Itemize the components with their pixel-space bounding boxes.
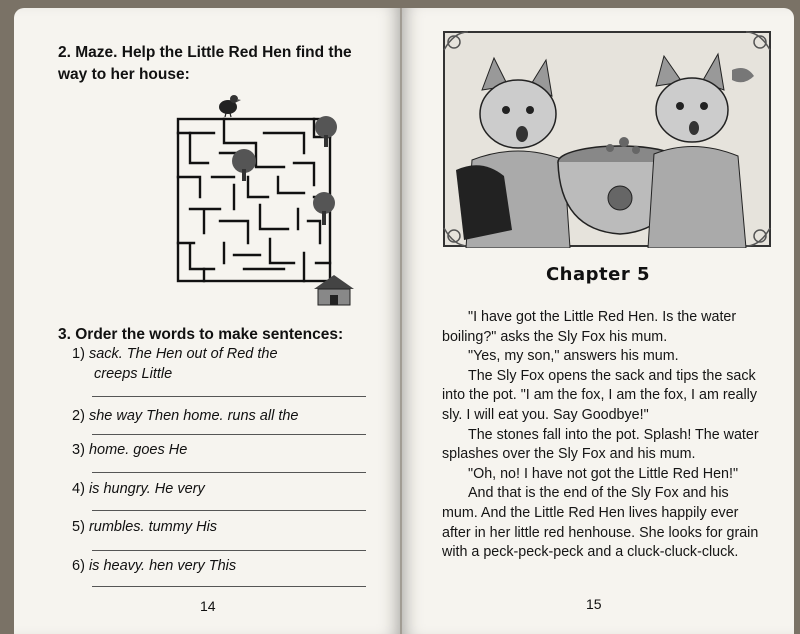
story-paragraph: "I have got the Little Red Hen. Is the water boiling?" asks the Sly Fox his mum. — [442, 309, 737, 345]
left-page — [14, 8, 400, 634]
story-paragraph: And that is the end of the Sly Fox and his mum. And the Little Red Hen lives happily ever after in her little red henhouse. She looks for grain with a peck-peck-peck and a cluck-cluck-cluck. — [442, 485, 759, 561]
maze-exercise-title-line1: 2. Maze. Help the Little Red Hen find the — [58, 44, 352, 61]
answer-line — [92, 434, 366, 435]
sentence-1: 1) sack. The Hen out of Red the creeps Little — [72, 346, 278, 382]
page-number-right: 15 — [586, 596, 602, 612]
order-exercise-title: 3. Order the words to make sentences: — [58, 326, 344, 343]
sentence-5: 5) rumbles. tummy His — [72, 519, 218, 535]
answer-line — [92, 550, 366, 551]
answer-line — [92, 510, 366, 511]
story-text — [442, 308, 760, 563]
right-page — [402, 8, 794, 634]
hen-icon — [219, 95, 241, 117]
tree-icon — [232, 149, 256, 181]
story-paragraph: The Sly Fox opens the sack and tips the sack into the pot. "I am the fox, I am the fox, I am really sly. I will eat you. Say Goodbye!" — [442, 367, 757, 423]
answer-line — [92, 586, 366, 587]
story-paragraph: "Yes, my son," answers his mum. — [468, 348, 679, 365]
maze-exercise-title-line2: way to her house: — [58, 66, 190, 83]
maze-illustration — [164, 93, 364, 308]
answer-line — [92, 396, 366, 397]
page-number-left: 14 — [200, 598, 216, 614]
sentence-2: 2) she way Then home. runs all the — [72, 408, 299, 424]
story-paragraph: "Oh, no! I have not got the Little Red Hen!" — [468, 465, 739, 482]
story-paragraph: The stones fall into the pot. Splash! The water splashes over the Sly Fox and his mum. — [442, 426, 759, 463]
answer-line — [92, 472, 366, 473]
tree-icon — [315, 116, 337, 147]
maze-walls — [178, 119, 330, 281]
sentence-4: 4) is hungry. He very — [72, 481, 205, 497]
chapter-title: Chapter 5 — [545, 264, 651, 285]
sentence-6: 6) is heavy. hen very This — [72, 558, 237, 574]
chapter-illustration — [442, 30, 772, 248]
sentence-3: 3) home. goes He — [72, 442, 188, 458]
henhouse-icon — [314, 275, 354, 305]
